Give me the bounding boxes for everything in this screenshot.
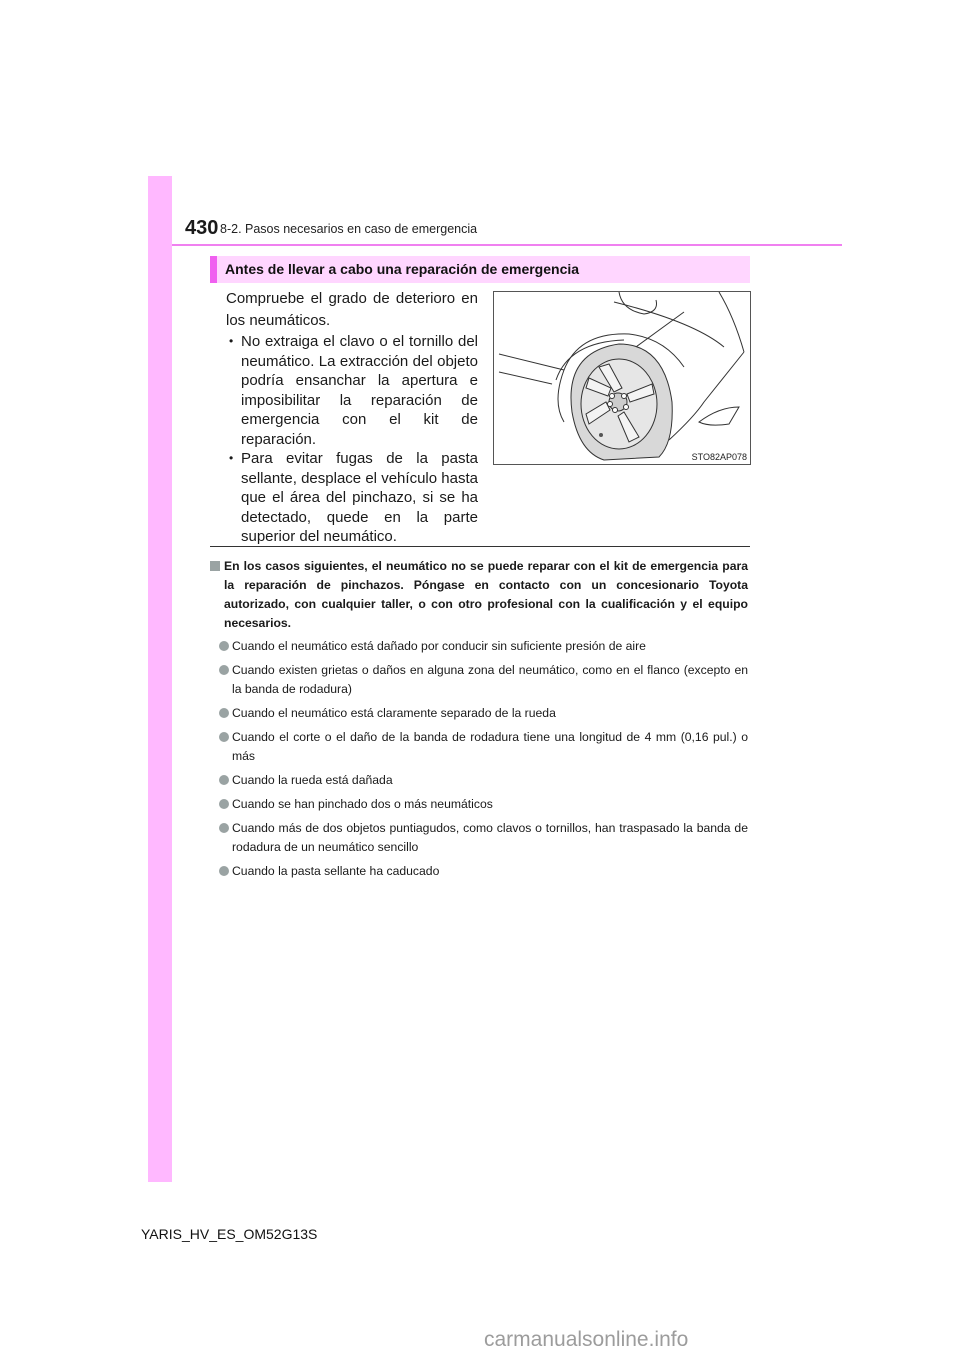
note-item-text: Cuando se han pinchado dos o más neumáticos — [232, 797, 493, 811]
intro-bullet: • Para evitar fugas de la pasta sellante, desplace el vehículo hasta que el área del pinchazo, si se ha detectado, quede en la parte superior del neumático. — [226, 449, 478, 547]
figure-code: STO82AP078 — [691, 452, 747, 462]
circle-bullet-icon — [219, 641, 229, 651]
section-accent-bar — [210, 256, 217, 283]
note-item-text: Cuando más de dos objetos puntiagudos, como clavos o tornillos, han traspasado la banda de rodadura de un neumático sencillo — [232, 821, 748, 854]
intro-bullet: • No extraiga el clavo o el tornillo del neumático. La extracción del objeto podría ensanchar la apertura e imposibilitar la reparación de emergencia con el kit de reparación. — [226, 332, 478, 449]
note-item — [210, 862, 748, 881]
circle-bullet-icon — [219, 665, 229, 675]
square-bullet-icon — [210, 561, 220, 571]
note-item — [210, 704, 748, 723]
note-item-text: Cuando la rueda está dañada — [232, 773, 393, 787]
document-code: YARIS_HV_ES_OM52G13S — [141, 1226, 318, 1242]
note-item — [210, 661, 748, 699]
section-title: Antes de llevar a cabo una reparación de emergencia — [225, 261, 580, 277]
notes-heading-text: En los casos siguientes, el neumático no se puede reparar con el kit de emergencia para la reparación de pinchazos. Póngase en contacto con un concesionario Toyota autorizado, con cualquier taller, o con otro profesional con la cualificación y el equipo necesarios. — [224, 559, 748, 630]
note-item — [210, 771, 748, 790]
flat-tire-figure — [493, 291, 751, 465]
section-divider — [210, 546, 750, 547]
intro-bullet-list — [226, 332, 478, 547]
note-item-text: Cuando existen grietas o daños en alguna zona del neumático, como en el flanco (excepto en la banda de rodadura) — [232, 663, 748, 696]
note-item — [210, 795, 748, 814]
section-header — [210, 256, 750, 283]
note-item-text: Cuando la pasta sellante ha caducado — [232, 864, 440, 878]
note-item — [210, 637, 748, 656]
chapter-title: 8-2. Pasos necesarios en caso de emergencia — [220, 222, 478, 236]
chapter-sidebar-tab — [148, 176, 172, 1182]
notes-heading — [210, 557, 748, 633]
circle-bullet-icon — [219, 823, 229, 833]
circle-bullet-icon — [219, 708, 229, 718]
notes-block — [210, 557, 748, 886]
watermark-link[interactable]: carmanualsonline.info — [484, 1328, 689, 1351]
note-item — [210, 819, 748, 857]
circle-bullet-icon — [219, 799, 229, 809]
notes-list — [210, 637, 748, 881]
note-item-text: Cuando el neumático está dañado por conducir sin suficiente presión de aire — [232, 639, 646, 653]
circle-bullet-icon — [219, 866, 229, 876]
circle-bullet-icon — [219, 732, 229, 742]
note-item — [210, 728, 748, 766]
note-item-text: Cuando el neumático está claramente separado de la rueda — [232, 706, 556, 720]
intro-text: Compruebe el grado de deterioro en los neumáticos. — [226, 290, 478, 329]
note-item-text: Cuando el corte o el daño de la banda de rodadura tiene una longitud de 4 mm (0,16 pul.) o más — [232, 730, 748, 763]
flat-tire-illustration-icon — [494, 292, 750, 464]
intro-block — [226, 288, 478, 547]
circle-bullet-icon — [219, 775, 229, 785]
page-number: 430 — [185, 217, 219, 239]
header-divider — [172, 244, 842, 246]
